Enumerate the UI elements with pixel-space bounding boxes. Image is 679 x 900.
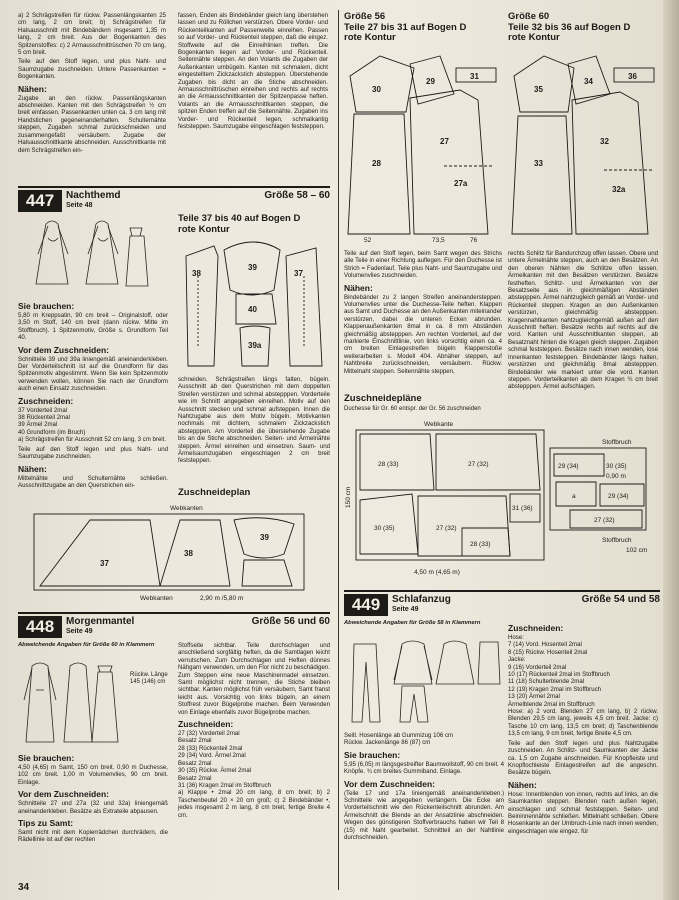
top-mid-text: fassen, Enden als Bindebänder gleich lang überstehen lassen und zu Röllchen verstürzen. Obere Vorder- und Rückenteilkanten auf Passenweite einreihen. Passen so auf Vorder- und Rückenteil steppen, daß die eingez. Stoffweite auf die Einreihlinien treffen. Die Bogenkanten liegen auf Vorder- und Rückenteil. Seitennähte steppen. An den Volants die Zugaben der Außenkanten umbügeln. Kanten mit schmalem, dicht eingestelltem Zickzackstich absteppen. Überstehende Zugaben bis dicht an die Stiche abschneiden. Armausschnittrüschen einreihen und rechts auf rechts an die Armausschnittkanten der Spitzenpasse heften. Volants an die Armausschnittkanten steppen, die spitzen Enden treffen auf die Seitennähte. Zugaben ins Vorder- und Rückenteil legen, schmalkantig feststeppen. Saumzugabe eingeschlagen feststeppen.: [178, 12, 328, 131]
plan-447-label-38: 38: [184, 549, 193, 558]
vor-447-heading: Vor dem Zuschneiden:: [18, 344, 109, 355]
plan-447-label-39: 39: [260, 533, 269, 542]
measure-76: 76: [470, 237, 478, 244]
zuschneiden-447-item: 38 Rückenteil 2mal: [18, 414, 70, 422]
plan-448-bottom-measure: 4,50 m (4,65 m): [414, 569, 460, 576]
nightgown-flat: [126, 228, 148, 286]
zuschneideplaene-subtext: Duchesse für Gr. 60 entspr. der Gr. 56 zuschneiden: [344, 406, 481, 412]
zuschneiden-449-item: 13 (20) Ärmel 2mal: [508, 693, 560, 701]
plan-448-label-31: 31 (36): [512, 505, 533, 512]
naehen-448-heading: Nähen:: [344, 282, 373, 293]
plan-448-measure-102: 102 cm: [626, 547, 648, 554]
page-number: 34: [18, 882, 30, 893]
plan-piece-30: [360, 494, 418, 554]
page-spine-shadow: [663, 0, 679, 900]
rule-449: [344, 590, 660, 592]
piece-32-shape: [572, 92, 648, 234]
plan-448-label-30: 30 (35): [374, 525, 395, 532]
zuschneiden-447-item: 39 Ärmel 2mal: [18, 421, 58, 429]
plan-448-webkante: Webkante: [424, 421, 454, 428]
naehen-449-text: Hose: Innenblenden von innen, rechts auf links, an die Saumkanten steppen. Blenden nach außen legen, einschlagen und schmal feststeppen. Seiten- und Beininnennähte schließen. Mittelnaht schließen. Obere Hosenkante an der Umbruch-Linie nach innen wenden, eingeschlagen wie eingez. für: [508, 790, 658, 835]
zuschneiden-449-item: Hose:: [508, 634, 524, 641]
col-447-mid: [178, 376, 330, 467]
zuschneiden-449-heading: Zuschneiden:: [508, 623, 564, 633]
plan-448-label-28b: 28 (33): [470, 541, 491, 548]
zuschneiden-449-item: 8 (15) Rückw. Hosenteil 2mal: [508, 648, 588, 656]
plan-448-label-27b: 27 (32): [436, 525, 457, 532]
pajama-sketch: [344, 636, 504, 728]
robe-flat: [92, 666, 118, 742]
plan-448-label-29b: 29 (34): [608, 493, 629, 500]
nightgown-sketch: [18, 216, 168, 298]
model-size-449: Größe 54 und 58: [581, 594, 660, 605]
diagram-60-title-line3: rote Kontur: [508, 32, 560, 43]
model-number-449: 449: [344, 594, 388, 616]
naehen-448-text: Bindebänder zu 2 langen Streifen aneinandersteppen. Volumenvlies unter die Duchesse-Teile heften. Klappen aus Samt und Duchesse an den Außenkanten miteinander verstürzen, dabei die unteren Ecken abrunden. Klappenaußenkanten 8mal in ca. 8 mm Abständen gleichmäßig abstepppen. Am rechten Vorderteil, auf der markierte Einschnittlinie, von links vorsichtig einen ca. 4 cm breiten Einlagestreifen bügeln Klappenstoße weiterarbeiten s. Modell 404. Abnäher steppen, auf Nahtbreite zurückschneiden, versäubern. Rückw. Mittelnaht steppen. Seitennähte steppen,: [344, 293, 502, 375]
rule-447: [18, 186, 330, 188]
piece-label-32: 32: [600, 137, 609, 146]
rueck-laenge-448: Rückw. Länge 145 (146) cm: [130, 672, 168, 685]
pajama-jacket-front: [394, 641, 432, 684]
zuschneideplaene-heading: Zuschneidepläne: [344, 393, 422, 404]
plan-448-label-28: 28 (33): [378, 461, 399, 468]
piece-label-30: 30: [372, 85, 381, 94]
piece-label-27a: 27a: [454, 179, 468, 188]
plan-448-stoffbruch-2: Stoffbruch: [602, 537, 632, 544]
piece-30-shape: [350, 56, 414, 112]
sie-brauchen-448-heading: Sie brauchen:: [18, 753, 75, 763]
sie-brauchen-449-text: 5,95 (6,05) m längsgestreifter Baumwollstoff, 90 cm breit. 4 Knöpfe. ¾ cm breites Gummiband. Einlage.: [344, 760, 504, 776]
zuschneiden-449-extra: Hose: a) 2 vord. Blenden 27 cm lang, b) 2 rückw. Blenden 29,5 cm lang, jeweils 4,5 cm breit. Jacke: c) Tasche 10 cm lang, 13,5 cm breit; d) Taschenblende 13,5 cm lang, 9 cm breit, fertige Breite 4,5 cm.: [508, 708, 658, 738]
cutting-plan-447: [20, 500, 330, 604]
zuschneiden-448-heading: Zuschneiden:: [178, 719, 234, 730]
plan-448-stoffbruch-1: Stoffbruch: [602, 439, 632, 446]
mid-447-text: schneiden. Schrägstreifen längs falten, bügeln. Ausschnitt ab den Querstrichen mit dem doppelten Streifen verstürzen und schmal abstepppen. Vorderteile wie im Schnitt angegeben einreihen. Motiv auf den Ausschnitt stecken und schmal aufsteppen. Innen die Nahtzugabe aus dem Motiv bügeln. Motivkanten nochmals mit dichtem, schmalem Zickzackstich abstepppen. Am Vorderteil die überstehende Zugabe bis an die Stiche abschneiden. Seiten- und Ärmelnähte steppen. Ärmel einreihen und einsetzen. Saum- und Ärmelsaumzugaben eingeschlagen 2 cm breit feststeppen.: [178, 376, 330, 465]
vor-447-text: Schnitteile 39 und 39a liniengemäß aneinanderkleben. Der Vorderteilschnitt ist auf die Grundform für das Spitzenmotiv abgestimmt. Wenn Sie kein Spitzenmotiv verwenden wollen, können Sie nach der Grundform auch einen Einsatz zuschneiden.: [18, 355, 168, 393]
top-left-column: [18, 12, 166, 156]
piece-label-36: 36: [628, 72, 637, 81]
rule-448: [18, 612, 330, 614]
col-448-left-2: [18, 750, 168, 846]
plan-piece-27-bottom: [418, 496, 510, 556]
zuschneiden-447-item: 37 Vorderteil 2mal: [18, 406, 68, 414]
plan-piece-38: [160, 520, 230, 586]
pattern-diagram-447: [178, 236, 330, 376]
naehen-heading: Nähen:: [18, 83, 47, 94]
zuschneiden-449-item: 7 (14) Vord. Hosenteil 2mal: [508, 641, 582, 649]
intro-text: a) 2 Schrägstreifen für rückw. Passenlängskanten 25 cm lang, 2 cm breit; b) Schrägstreifen für Halsausschnitt mit Bindebändern insgesamt 1,35 m lang, 2 cm breit. Aus der Bogenkanten des Spitzenstoffes: c) 2 Armausschnittrüschen 70 cm lang, 5 cm breit.: [18, 12, 166, 57]
sie-brauchen-447-heading: Sie brauchen:: [18, 301, 75, 311]
right-mid-right-text: rechts Schlitz für Bandurchzug offen lassen. Obere und untere Ärmelnähte steppen, auch an den Besätzen. An den oberen Nähten die Schlitze offen lassen. Ärmelkanten mit den Besätzen verstürzen. Besätze festheften. Schlitz- und Ärmelkanten von der Besatzseite aus in gleichmäßigen Abständen abstepppen. Ärmel nahtzugleich gemäß an Vorder- und Rückenteil steppen. Kragen an den Außenkanten verstürzen, gleichmäßig abstepppen. Kragennahtkanten nahtzugleichgemäß außen auf den Ausschnitt heften. Besätze rechts auf rechts auf die vord. Kanten und Ausschnittkanten steppen, ab Besatznaht hinten die Kragen gleich steppen. Zugaben schmal feststeppen. Besätze nach innen wenden, lose Innenkanten feststeppen. Bindebänder längs halten, verstürzen und gleichmäßig 8mal abstepppen. Bindebänder wie markiert unter die vord. Kanten steppen. Vorderteilkanten ab dem Kragen ¾ cm breit abstepppen. Ärmel aufschlagen.: [508, 250, 658, 391]
piece-label-39: 39: [248, 263, 257, 272]
piece-label-33: 33: [534, 159, 543, 168]
diagram-60-title-line2: Teile 32 bis 36 auf Bogen D: [508, 21, 631, 33]
piece-27-shape: [410, 90, 488, 234]
col-449-right: [508, 620, 658, 837]
piece-label-37: 37: [294, 269, 303, 278]
naehen-447-text: Mittelnähte und Schulternähte schließen. Ausschnittzugabe an den Querstrichen ein-: [18, 474, 168, 489]
nightgown-back: [86, 221, 118, 284]
pattern-diagram-56: [344, 46, 506, 242]
abweichend-449: Abweichende Angaben für Größe 58 in Klammern: [344, 620, 481, 626]
seitl-449: Seitl. Hosenlänge ab Gummizug 106 cm: [344, 732, 454, 739]
naehen-447-heading: Nähen:: [18, 463, 47, 474]
zuschneiden-448-item: 31 (36) Kragen 2mal im Stoffbruch: [178, 781, 272, 789]
zuschneiden-449-item: Ärmelblende 2mal im Stoffbruch: [508, 700, 595, 708]
zuschneiden-449-extra2: Teile auf den Stoff legen und plus Nahtzugabe zuschneiden. An Schlitz- und Saumkanten der Jacke ca. 1,5 cm Zugabe anschneiden. Für Knopfleiste und Knopflochleiste Einlagestreifen auf die angeschn. Besätze bügeln.: [508, 739, 658, 777]
model-seite-448: Seite 49: [66, 628, 93, 635]
zuschneiden-448-item: 28 (33) Rückenteil 2mal: [178, 744, 243, 752]
rueck-449: Rückw. Jackenlänge 86 (87) cm: [344, 739, 431, 747]
piece-label-28: 28: [372, 159, 381, 168]
naehen-449-heading: Nähen:: [508, 779, 537, 790]
plan-448-left-measure: 150 cm: [345, 486, 352, 508]
zuschneiden-449-item: 12 (19) Kragen 2mal im Stoffbruch: [508, 685, 602, 693]
diagram-56-title: [344, 12, 504, 44]
zuschneiden-447-item: 40 Grundform (im Bruch): [18, 428, 86, 436]
vor-449-heading: Vor dem Zuschneiden:: [344, 778, 435, 789]
vor-448-heading: Vor dem Zuschneiden:: [18, 789, 109, 800]
piece-label-34: 34: [584, 77, 593, 86]
piece-label-40: 40: [248, 305, 257, 314]
col-448-right-right: [508, 250, 658, 393]
fabric-rect-447: [34, 514, 304, 590]
plan-447-measure: 2,90 m /5,80 m: [200, 595, 244, 602]
col-448-mid: [178, 642, 330, 821]
col-448-right-left: [344, 250, 502, 377]
piece-label-32a: 32a: [612, 185, 626, 194]
intro-text-2: Teile auf den Stoff legen, und plus Naht- und Saumzugabe zuschneiden. Untere Passenkanten = Bogenkanten.: [18, 58, 166, 81]
pajama-jacket-back: [436, 641, 474, 684]
plan-447-webkanten-top: Webkanten: [170, 505, 203, 512]
zuschneiden-448-item: 29 (34) Vord. Ärmel 2mal: [178, 752, 246, 760]
diagram-447-title-line2: rote Kontur: [178, 223, 230, 235]
mid-448-text: Stoffseite sichtbar. Teile durchschlagen und anschließend sorgfältig heften, da die Samtlagen leicht verrutschen. Zum Durchschlagen und Heften dünnes Nähgarn verwenden, um den Flor nicht zu beschädigen. Zum Steppen eine neue Maschinennadel einsetzen. Samt möglichst nicht trennen, die Stiche bleiben sichtbar. Kanten möglichst früh versäubern, Samt franst leicht aus. Vorsichtig von links bügeln, an einem Stoffrest zuvor Bügelprobe machen. Beim Verwenden von Einlage ebenfalls zuvor Bügelprobe machen.: [178, 642, 330, 716]
pattern-diagram-60: [508, 46, 664, 242]
piece-label-35: 35: [534, 85, 543, 94]
piece-35-shape: [514, 56, 574, 112]
zuschneiden-447-extra2: Teile auf den Stoff legen und plus Naht- und Saumzugabe zuschneiden.: [18, 445, 168, 461]
zuschneiden-449-item: Jacke:: [508, 656, 526, 664]
zuschneiden-448-item: 30 (35) Rückw. Ärmel 2mal: [178, 767, 252, 775]
robe-sketch: [18, 660, 128, 746]
tips-448-heading: Tips zu Samt:: [18, 818, 74, 829]
vor-448-text: Schnitteile 27 und 27a (32 und 32a) liniengemäß aneinanderkleben. Besätze als Extrateile abpausen.: [18, 800, 168, 815]
diagram-60-title-line1: Größe 60: [508, 11, 550, 22]
plan-447-webkanten-bottom: Webkanten: [140, 595, 173, 602]
plan-448-label-27c: 27 (32): [594, 517, 615, 524]
model-size-448: Größe 56 und 60: [251, 616, 330, 627]
pajama-pants: [352, 644, 380, 722]
diagram-56-title-line1: Größe 56: [344, 11, 386, 22]
naehen-text: Zugabe an den rückw. Passenlängskanten abschneiden. Kanten mit den Schrägstreifen ½ cm breit einfassen. Passenkanten unten ca. 3 cm lang mit Handstichen gegeneinanderhalten. Schulternähte steppen, Zugaben schmal zurückschneiden und zusammengefaßt versäubern. Zugabe der Halsausschnittkante abschneiden. Ausschnittkante mit dem Schrägstreifen ein-: [18, 94, 166, 154]
tips-448-text: Samt nicht mit dem Kopierrädchen durchrädern, die Rädellinie ist auf der rechten: [18, 829, 168, 844]
diagram-60-title: [508, 12, 668, 44]
zuschneiden-447-extra: a) Schrägstreifen für Ausschnitt 52 cm lang, 3 cm breit.: [18, 436, 167, 444]
zuschneiden-447-heading: Zuschneiden:: [18, 395, 74, 406]
pajama-pants-2: [400, 686, 428, 722]
plan-448-label-29: 29 (34): [558, 463, 579, 470]
piece-37-shape: [286, 248, 322, 366]
top-mid-column: [178, 12, 328, 133]
zuschneiden-448-item: Besatz 2mal: [178, 774, 212, 782]
sie-brauchen-449-heading: Sie brauchen:: [344, 749, 401, 760]
plan-piece-37: [40, 520, 160, 586]
zuschneiden-449-item: 11 (18) Schulterblende 2mal: [508, 678, 585, 686]
col-449-left: [344, 620, 504, 627]
piece-label-29: 29: [426, 77, 435, 86]
right-mid-left-text: Teile auf den Stoff legen, beim Samt wegen des Strichs alle Teile in einer Richtung auflegen. Für den Duchesse ist Strich = Fadenlauf. Teile plus Naht- und Saumzugabe und Volumenvlies zuschneiden.: [344, 250, 502, 280]
cutting-plan-448: [344, 418, 660, 584]
measure-52: 52: [364, 237, 372, 244]
zuschneiden-449-item: 10 (17) Rückenteil 2mal im Stoffbruch: [508, 671, 610, 679]
diagram-56-title-line3: rote Kontur: [344, 32, 396, 43]
zuschneiden-448-extra: a) Klappe • 2mal 20 cm lang, 8 cm breit; b) 2 Taschenbeutel 20 × 20 cm groß; c) 2 Bindebänder •, jedes insgesamt 2 m lang, 8 cm breit, fertige Breite 4 cm.: [178, 789, 330, 819]
model-title-449: Schlafanzug: [392, 594, 451, 605]
nightgown-front: [36, 221, 68, 284]
zuschneiden-448-item: Besatz 2mal: [178, 759, 212, 767]
piece-label-27: 27: [440, 137, 449, 146]
model-seite-449: Seite 49: [392, 606, 419, 613]
piece-38-shape: [186, 246, 218, 366]
model-number-447: 447: [18, 190, 62, 212]
sie-brauchen-448-text: 4,50 (4,65) m Samt, 150 cm breit. 0,90 m Duchesse, 102 cm breit. 1,00 m Volumenvlies, 90 cm breit. Einlage.: [18, 764, 168, 786]
sie-brauchen-447-text: 5,80 m Kreppsatin, 90 cm breit – Originalstoff, oder 3,50 m Stoff, 140 cm breit (dann rückw. Mitte im Stoffbruch). 1 Spitzenmotiv, Größe s. Grundform Teil 40.: [18, 312, 168, 342]
zuschneiden-449-item: 9 (16) Vorderteil 2mal: [508, 663, 567, 671]
fabric-rect-samt: [356, 430, 544, 560]
measure-73-5: 73,5: [432, 237, 445, 244]
col-449-left-2: [344, 732, 504, 843]
zuschneiden-448-item: 27 (32) Vorderteil 2mal: [178, 730, 240, 738]
plan-448-label-30b: 30 (35): [606, 463, 627, 470]
plan-piece-40: [242, 560, 292, 586]
plan-448-label-a: a: [572, 493, 576, 500]
col-448-left: [18, 642, 168, 649]
piece-28-shape: [348, 114, 410, 234]
zuschneiden-448-item: Besatz 2mal: [178, 737, 212, 745]
piece-label-38: 38: [192, 269, 201, 278]
piece-label-31: 31: [470, 72, 479, 81]
plan-448-label-27: 27 (32): [468, 461, 489, 468]
col-447-left: [18, 298, 168, 491]
diagram-447-title-line1: Teile 37 bis 40 auf Bogen D: [178, 213, 301, 224]
model-title-447: Nachthemd: [66, 190, 121, 201]
diagram-447-title: [178, 214, 328, 235]
model-number-448: 448: [18, 616, 62, 638]
abweichend-448: Abweichende Angaben für Größe 60 in Klammern: [18, 642, 155, 648]
diagram-56-title-line2: Teile 27 bis 31 auf Bogen D: [344, 21, 467, 33]
plan-piece-a: [556, 482, 596, 506]
model-seite-447: Seite 48: [66, 202, 93, 209]
plan-447-label-37: 37: [100, 559, 109, 568]
piece-33-shape: [512, 116, 572, 234]
plan-448-measure-090: 0,90 m: [606, 473, 626, 480]
vor-449-text: (Teile 17 und 17a liniengemäß aneinanderkleben.) Schnitteile wie angegeben verlängern. Die Ecke am Vorderteilschnitt wie den Rückenteilschnitt abrunden. Am Ärmelschnitt die Blende an der Ansatzlinie abschneiden. Wegen des günstigeren Stoffverbrauchs haben wir Teil 8 (15) mit Naht gearbeitet. Schnittteil an der Nahtlinie durchschneiden.: [344, 789, 504, 842]
pajama-flat: [478, 642, 500, 684]
plan-447-title: Zuschneideplan: [178, 487, 251, 498]
model-size-447: Größe 58 – 60: [264, 190, 330, 201]
piece-label-39a: 39a: [248, 341, 262, 350]
model-title-448: Morgenmantel: [66, 616, 135, 627]
robe-back: [64, 663, 92, 742]
column-divider: [338, 10, 339, 890]
